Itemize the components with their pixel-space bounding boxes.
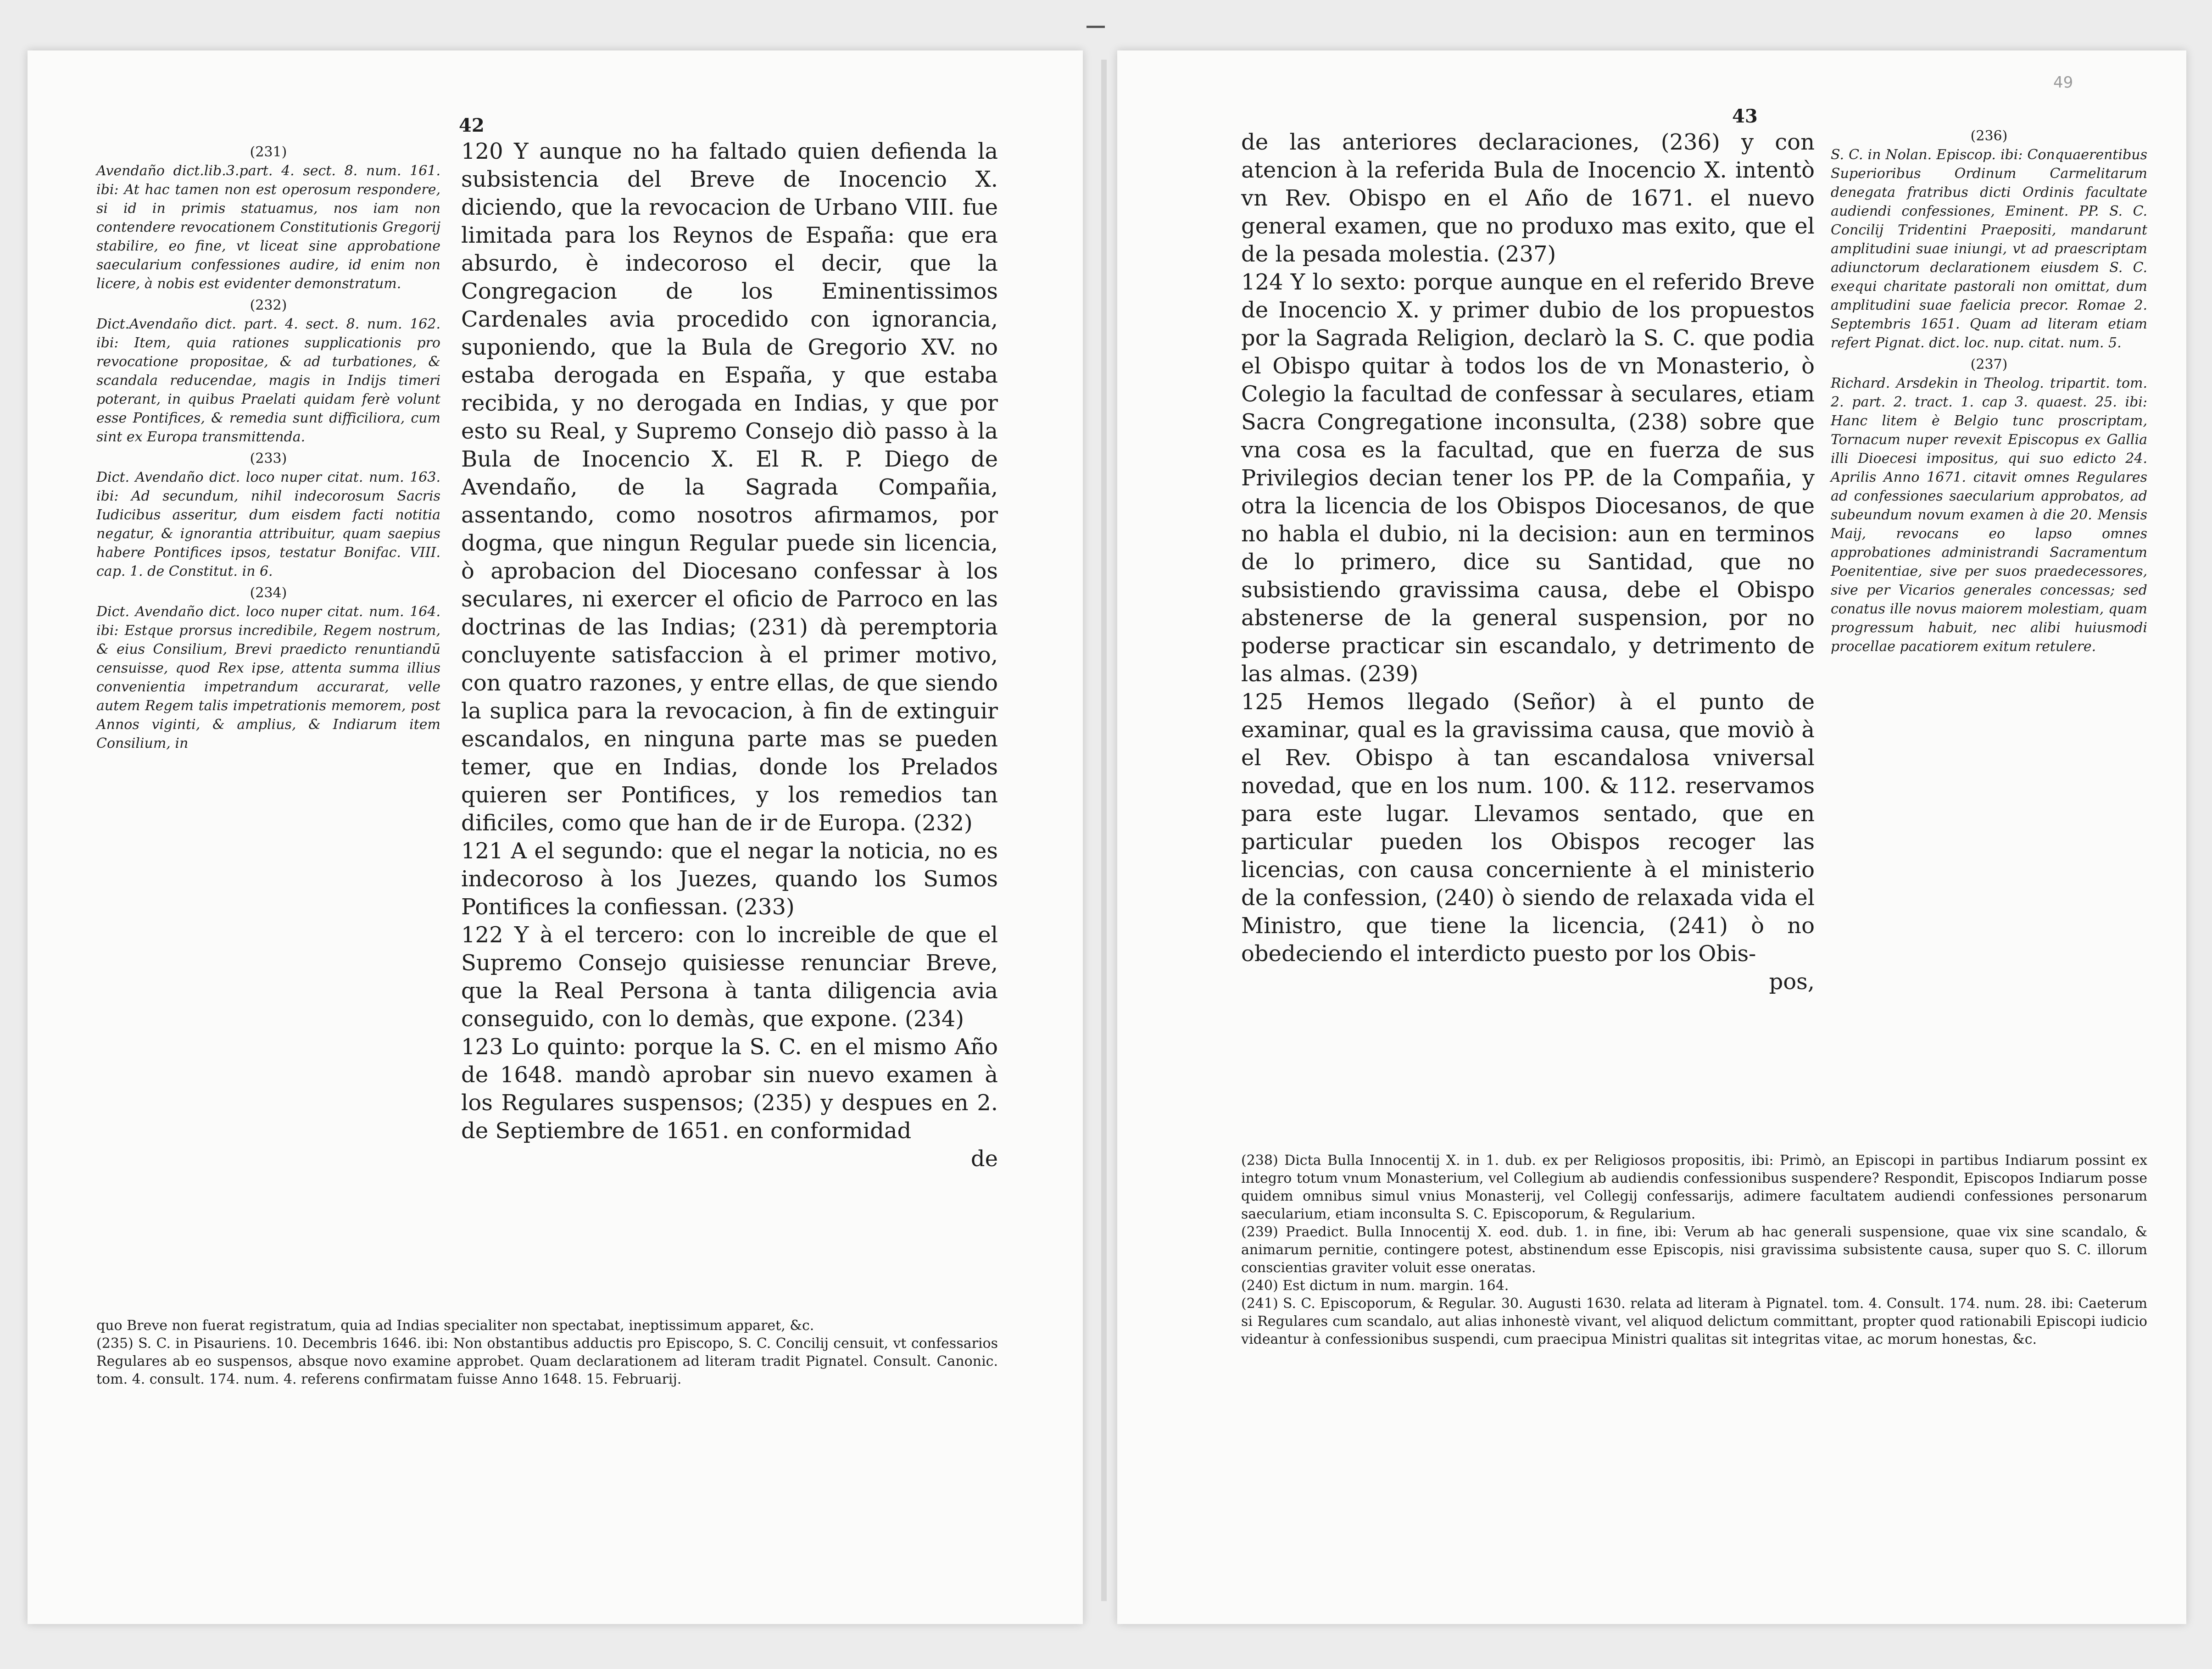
left-page bbox=[28, 50, 1083, 1624]
paragraph: 121 A el segundo: que el negar la noticia, no es indecoroso à los Juezes, quando los Sumos Pontifices la confiessan. (233) bbox=[461, 838, 998, 920]
paragraph: 123 Lo quinto: porque la S. C. en el mismo Año de 1648. mandò aprobar sin nuevo examen à los Regulares suspensos; (235) y despues en 2. de Septiembre de 1651. en conformidad bbox=[461, 1034, 998, 1144]
paragraph: de las anteriores declaraciones, (236) y con atencion à la referida Bula de Inocencio X. intentò vn Rev. Obispo en el Año de 1671. el nuevo general examen, que no produxo mas exito, que el de la pesada molestia. (237) bbox=[1241, 129, 1815, 267]
footnote: quo Breve non fuerat registratum, quia ad Indias specialiter non spectabat, ineptissimum apparet, &c. bbox=[96, 1318, 814, 1334]
book-spine bbox=[1101, 60, 1107, 1601]
footnote: (239) Praedict. Bulla Innocentij X. eod. dub. 1. in fine, ibi: Verum ab hac generali suspensione, quae vix sine scandalo, & animarum pernitie, contingere potest, abstinendum esse Episcopis, nisi gravissima subsistente causa, super quo S. C. illorum conscientias graviter voluit esse oneratas. bbox=[1241, 1224, 2147, 1276]
note-text: Dict. Avendaño dict. loco nuper citat. num. 163. ibi: Ad secundum, nihil indecorosum Sacris Iudicibus asseritur, dum eisdem facti notitia negatur, & ignorantia attribuitur, quam saepius habere Pontifices ipsos, testatur Bonifac. VIII. cap. 1. de Constitut. in 6. bbox=[96, 469, 440, 579]
footnote: (238) Dicta Bulla Innocentij X. in 1. dub. ex per Religiosos propositis, ibi: Primò, an Episcopi in partibus Indiarum possint ex integro totum vnum Monasterium, vel Collegium ab audiendis confessionibus suspendere? Respondit, Episcopos Indiarum posse quidem omnibus simul vnius Monasterij, vel Collegij confessarijs, adimere facultatem audiendi confessiones personarum saecularium, etiam inconsulta S. C. Episcoporum, & Regularium. bbox=[1241, 1152, 2147, 1222]
margin-note bbox=[1831, 355, 2147, 656]
main-text-left bbox=[461, 138, 998, 1173]
margin-notes-right bbox=[1831, 124, 2147, 656]
margin-note bbox=[96, 296, 440, 446]
paragraph: 124 Y lo sexto: porque aunque en el referido Breve de Inocencio X. y primer dubio de los propuestos por la Sagrada Religion, declarò la S. C. que podia el Obispo quitar à todos los de vn Monasterio, ò Colegio la facultad de confessar à seculares, etiam Sacra Congregatione inconsulta, (238) sobre que vna cosa es la facultad, que en fuerza de sus Privilegios decian tener los PP. de la Compañia, y otra la licencia de los Obispos Diocesanos, de que no habla el dubio, ni la decision: aun en terminos de lo primero, dice su Santidad, que no subsistiendo gravissima causa, debe el Obispo abstenerse de la general suspension, por no poderse practicar sin escandalo, y detrimento de las almas. (239) bbox=[1241, 269, 1815, 687]
note-text: Dict. Avendaño dict. loco nuper citat. num. 164. ibi: Estque prorsus incredibile, Regem nostrum, & eius Consilium, Brevi praedicto renuntiandū censuisse, quod Rex ipse, attenta summa illius convenientia impetrandum accurarat, velle autem Regem talis impetrationis memorem, post Annos viginti, & amplius, & Indiarum item Consilium, in bbox=[96, 604, 440, 751]
paragraph: 120 Y aunque no ha faltado quien defienda la subsistencia del Breve de Inocencio X. diciendo, que la revocacion de Urbano VIII. fue limitada para los Reynos de España: que era absurdo, è indecoroso el decir, que la Congregacion de los Eminentissimos Cardenales avia procedido con ignorancia, suponiendo, que la Bula de Gregorio XV. no estaba derogada en España, y que estaba recibida, y no derogada en Indias, y que por esto su Real, y Supremo Consejo diò passo à la Bula de Inocencio X. El R. P. Diego de Avendaño, de la Sagrada Compañia, assentando, como nosotros afirmamos, por dogma, que ningun Regular puede sin licencia, ò aprobacion del Diocesano confessar à los seculares, ni exercer el oficio de Parroco en las doctrinas de las Indias; (231) dà peremptoria concluyente satisfaccion à el primer motivo, con quatro razones, y entre ellas, de que siendo la suplica para la revocacion, à fin de extinguir escandalos, en ninguna parte mas se pueden temer, que en Indias, donde los Prelados quieren ser Pontifices, y los remedios tan dificiles, como que han de ir de Europa. (232) bbox=[461, 139, 998, 836]
note-text: Avendaño dict.lib.3.part. 4. sect. 8. num. 161. ibi: At hac tamen non est operosum respondere, si id in primis statuamus, nos iam non contendere revocationem Constitutionis Gregorij stabilire, eo fine, vt liceat sine approbatione saecularium confessiones audire, id enim non licere, à nobis est evidenter demonstratum. bbox=[96, 163, 440, 292]
footnotes-right bbox=[1241, 1152, 2147, 1348]
note-text: S. C. in Nolan. Episcop. ibi: Conquaerentibus Superioribus Ordinum Carmelitarum denegata fratribus dicti Ordinis facultate audiendi confessiones, Eminent. PP. S. C. Concilij Tridentini Praepositi, mandarunt amplitudini suae iniungi, vt ad praescriptam adiunctorum declarationem eiusdem S. C. exequi charitate pastorali non omittat, dum amplitudini suae faelicia precor. Romae 2. Septembris 1651. Quam ad literam etiam refert Pignat. dict. loc. nup. citat. num. 5. bbox=[1831, 147, 2147, 351]
paragraph: 122 Y à el tercero: con lo increible de que el Supremo Consejo quisiesse renunciar Breve, que la Real Persona à tanta diligencia avia conseguido, con lo demàs, que expone. (234) bbox=[461, 922, 998, 1032]
page-number-left: 42 bbox=[459, 115, 485, 136]
catchword: pos, bbox=[1769, 969, 1815, 995]
note-ref: (233) bbox=[250, 451, 287, 467]
margin-note bbox=[96, 143, 440, 293]
note-ref: (236) bbox=[1970, 128, 2008, 144]
page-number-right: 43 bbox=[1732, 106, 1758, 127]
footnote: (241) S. C. Episcoporum, & Regular. 30. Augusti 1630. relata ad literam à Pignatel. tom. 4. Consult. 174. num. 28. ibi: Caeterum si Regulares cum scandalo, aut alias inhonestè vivant, vel aliquod delictum committant, propter quod rationabili Episcopi iudicio videantur à confessionibus suspendi, cum praecipua Ministri qualitas sit integritas vitae, ac morum honestas, &c. bbox=[1241, 1296, 2147, 1347]
catchword: de bbox=[970, 1146, 998, 1172]
right-page bbox=[1117, 50, 2186, 1624]
margin-note bbox=[96, 449, 440, 581]
handwritten-folio-number: 49 bbox=[2053, 73, 2073, 92]
margin-note bbox=[96, 584, 440, 753]
note-ref: (232) bbox=[250, 297, 287, 313]
footnote: (235) S. C. in Pisauriens. 10. Decembris 1646. ibi: Non obstantibus adductis pro Episcopo, S. C. Concilij censuit, vt confessarios Regulares ab eo suspensos, absque novo examine approbet. Quam declarationem ad literam tradit Pignatel. Consult. Canonic. tom. 4. consult. 174. num. 4. referens confirmatam fuisse Anno 1648. 15. Februarij. bbox=[96, 1335, 998, 1387]
paragraph: 125 Hemos llegado (Señor) à el punto de examinar, qual es la gravissima causa, que moviò à el Rev. Obispo à tan escandalosa vniversal novedad, que en los num. 100. & 112. reservamos para este lugar. Llevamos sentado, que en particular pueden los Obispos recoger las licencias, con causa concerniente à el ministerio de la confession, (240) ò siendo de relaxada vida el Ministro, que tiene la licencia, (241) ò no obedeciendo el interdicto puesto por los Obis- bbox=[1241, 689, 1815, 967]
margin-notes-left bbox=[96, 140, 440, 753]
top-mark bbox=[1086, 26, 1105, 28]
note-ref: (237) bbox=[1970, 356, 2008, 373]
note-text: Richard. Arsdekin in Theolog. tripartit. tom. 2. part. 2. tract. 1. cap 3. quaest. 25. ibi: Hanc litem è Belgio tunc proscriptam, Tornacum nuper revexit Episcopus ex Gallia illi Dioecesi impositus, qui suo edicto 24. Aprilis Anno 1671. citavit omnes Regulares ad confessiones saecularium approbatos, ad subeundum novum examen à die 20. Mensis Maij, revocans eo lapso omnes approbationes administrandi Sacramentum Poenitentiae, sive per suos praedecessores, sive per Vicarios generales concessas; sed conatus ille novus maiorem molestiam, quam progressum habuit, nec alibi huiusmodi procellae pacatiorem exitum retulere. bbox=[1831, 375, 2147, 655]
note-text: Dict.Avendaño dict. part. 4. sect. 8. num. 162. ibi: Item, quia rationes supplicationis pro revocatione propositae, & ad turbationes, & scandala reducendae, magis in Indijs timeri poterant, in quibus Praelati quidam ferè volunt esse Pontifices, & remedia sunt difficiliora, cum sint ex Europa transmittenda. bbox=[96, 316, 440, 445]
margin-note bbox=[1831, 127, 2147, 352]
note-ref: (234) bbox=[250, 585, 287, 601]
note-ref: (231) bbox=[250, 144, 287, 160]
footnote: (240) Est dictum in num. margin. 164. bbox=[1241, 1278, 1509, 1294]
footnotes-left bbox=[96, 1317, 998, 1388]
main-text-right bbox=[1241, 128, 1815, 996]
